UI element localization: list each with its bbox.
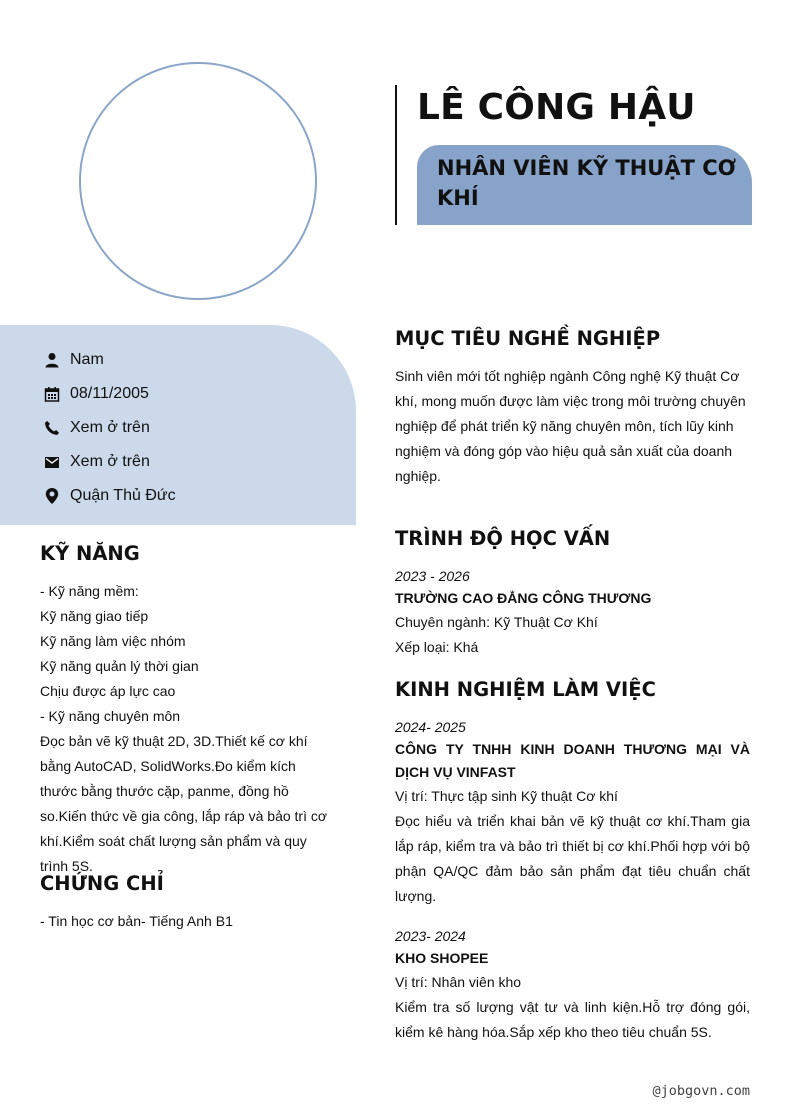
experience-description: Kiểm tra số lượng vật tư và linh kiện.Hỗ trợ đóng gói, kiểm kê hàng hóa.Sắp xếp kho theo tiêu chuẩn 5S. bbox=[395, 999, 750, 1040]
skills-line: Đọc bản vẽ kỹ thuật 2D, 3D.Thiết kế cơ khí bằng AutoCAD, SolidWorks.Đo kiểm kích thước bằng thước cặp, panme, đồng hồ so.Kiến thức về gia công, lắp ráp và bảo trì cơ khí.Kiểm soát chất lượng sản phẩm và quy trình 5S. bbox=[40, 733, 328, 874]
education-heading: TRÌNH ĐỘ HỌC VẤN bbox=[395, 527, 611, 550]
skills-line: Kỹ năng làm việc nhóm bbox=[40, 633, 186, 649]
birthday-text: 08/11/2005 bbox=[70, 385, 149, 402]
contact-email bbox=[42, 445, 176, 479]
experience-date: 2024- 2025 bbox=[395, 719, 466, 735]
experience-description: Đọc hiểu và triển khai bản vẽ kỹ thuật cơ khí.Tham gia lắp ráp, kiểm tra và bảo trì thiết bị cơ khí.Phối hợp với bộ phận QA/QC đảm bảo sản phẩm đạt tiêu chuẩn chất lượng. bbox=[395, 813, 750, 904]
contact-panel bbox=[0, 325, 356, 525]
education-school: TRƯỜNG CAO ĐẲNG CÔNG THƯƠNG bbox=[395, 590, 652, 606]
contact-birthday bbox=[42, 377, 176, 411]
skills-line: Kỹ năng giao tiếp bbox=[40, 608, 149, 624]
person-icon bbox=[42, 350, 62, 370]
watermark: @jobgovn.com bbox=[652, 1083, 750, 1099]
contact-address bbox=[42, 479, 176, 513]
contact-list bbox=[42, 343, 176, 513]
education-entry bbox=[395, 565, 750, 660]
skills-heading: KỸ NĂNG bbox=[40, 542, 140, 565]
phone-icon bbox=[42, 418, 62, 438]
contact-gender bbox=[42, 343, 176, 377]
education-rank: Xếp loại: Khá bbox=[395, 639, 479, 655]
experience-company: CÔNG TY TNHH KINH DOANH THƯƠNG MẠI VÀ DỊCH VỤ VINFAST bbox=[395, 741, 750, 780]
title-block bbox=[395, 85, 755, 225]
address-text: Quận Thủ Đức bbox=[70, 487, 176, 504]
certificates-text: - Tin học cơ bản- Tiếng Anh B1 bbox=[40, 913, 233, 929]
location-pin-icon bbox=[42, 486, 62, 506]
experience-date: 2023- 2024 bbox=[395, 928, 466, 944]
skills-line: - Kỹ năng chuyên môn bbox=[40, 708, 181, 724]
experience-position: Vị trí: Nhân viên kho bbox=[395, 974, 522, 990]
objective-text: Sinh viên mới tốt nghiệp ngành Công nghệ Kỹ thuật Cơ khí, mong muốn được làm việc trong môi trường chuyên nghiệp để phát triển kỹ năng chuyên môn, tích lũy kinh nghiệm và đóng góp vào hiệu quả sản xuất của doanh nghiệp. bbox=[395, 368, 746, 484]
contact-phone bbox=[42, 411, 176, 445]
email-text: Xem ở trên bbox=[70, 453, 150, 470]
skills-line: - Kỹ năng mềm: bbox=[40, 583, 139, 599]
candidate-name: LÊ CÔNG HẬU bbox=[417, 87, 696, 128]
skills-content bbox=[40, 579, 335, 879]
profile-photo-frame bbox=[79, 62, 317, 300]
experience-position: Vị trí: Thực tập sinh Kỹ thuật Cơ khí bbox=[395, 788, 618, 804]
education-major: Chuyên ngành: Kỹ Thuật Cơ Khí bbox=[395, 614, 598, 630]
calendar-icon bbox=[42, 384, 62, 404]
skills-line: Kỹ năng quản lý thời gian bbox=[40, 658, 199, 674]
gender-text: Nam bbox=[70, 351, 104, 368]
education-date: 2023 - 2026 bbox=[395, 568, 470, 584]
phone-text: Xem ở trên bbox=[70, 419, 150, 436]
experience-entry bbox=[395, 716, 750, 909]
experience-heading: KINH NGHIỆM LÀM VIỆC bbox=[395, 678, 656, 701]
experience-entry bbox=[395, 925, 750, 1045]
job-title: NHÂN VIÊN KỸ THUẬT CƠ KHÍ bbox=[437, 156, 736, 210]
experience-company: KHO SHOPEE bbox=[395, 950, 489, 966]
skills-line: Chịu được áp lực cao bbox=[40, 683, 176, 699]
objective-heading: MỤC TIÊU NGHỀ NGHIỆP bbox=[395, 327, 661, 350]
certificates-heading: CHỨNG CHỈ bbox=[40, 872, 164, 895]
mail-icon bbox=[42, 452, 62, 472]
job-title-banner bbox=[417, 145, 752, 225]
